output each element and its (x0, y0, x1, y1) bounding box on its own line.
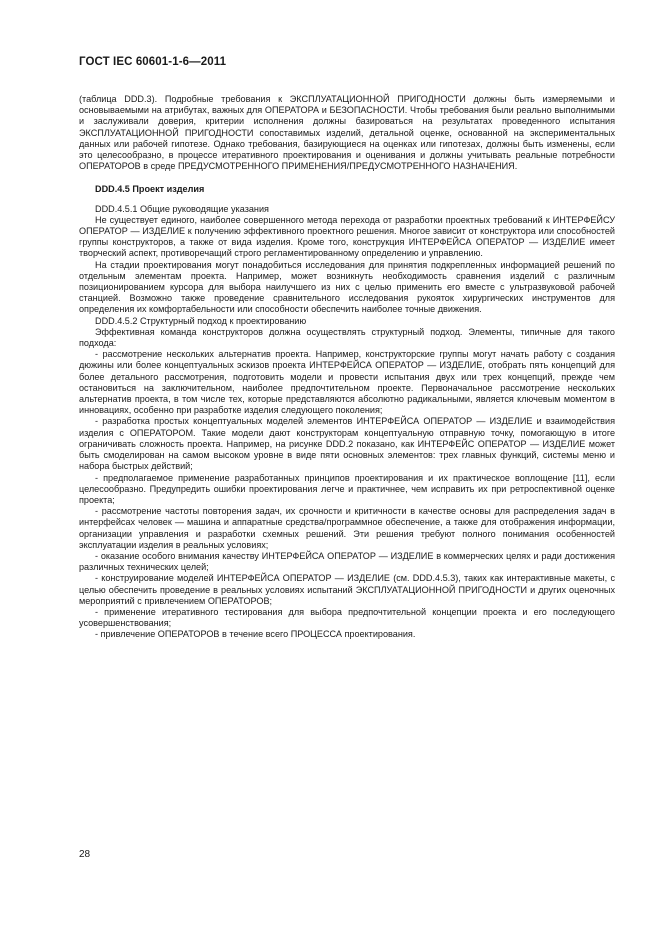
paragraph: Эффективная команда конструкторов должна осуществлять структурный подход. Элементы, типичные для такого подхода: (79, 326, 615, 349)
subsection-title: DDD.4.5.1 Общие руководящие указания (95, 203, 269, 214)
list-item: - привлечение ОПЕРАТОРОВ в течение всего ПРОЦЕССА проектирования. (95, 629, 416, 640)
list-item: - разработка простых концептуальных моделей элементов ИНТЕРФЕЙСА ОПЕРАТОР — ИЗДЕЛИЕ и взаимодействия изделия с ОПЕРАТОРОМ. Такие модели дают конструкторам концептуальную отправную точку, помогающую в итоге ограничивать сложность проекта. Например, на рисунке DDD.2 показано, как ИНТЕРФЕЙС ОПЕРАТОР — ИЗДЕЛИЕ может быть смоделирован на самом высоком уровне в виде пяти основных элементов: трех главных функций, системы меню и набора быстрых действий; (79, 416, 615, 472)
document-body (79, 94, 615, 641)
list-item: - предполагаемое применение разработанных принципов проектирования и их практическое воплощение [11], если целесообразно. Предупредить ошибки проектирования легче и практичнее, чем исправить их при ретроспективной оценке проекта; (79, 472, 615, 505)
subsection-title: DDD.4.5.2 Структурный подход к проектированию (95, 315, 307, 326)
section-heading: DDD.4.5 Проект изделия (95, 184, 205, 195)
list-item: - применение итеративного тестирования для выбора предпочтительной концепции проекта и его последующего усовершенствования; (79, 606, 615, 629)
page-number: 28 (79, 849, 91, 860)
list-item: - рассмотрение частоты повторения задач, их срочности и критичности в качестве основы для распределения задач в интерфейсах человек — машина и аппаратные средства/программное обеспечение, а также для отображения информации, организации управления и разработки схемных решений. Эти решения требуют полного понимания особенностей эксплуатации изделия в реальных условиях; (79, 506, 615, 550)
list-item: - рассмотрение нескольких альтернатив проекта. Например, конструкторские группы могут начать работу с создания дюжины или более концептуальных эскизов проекта ИНТЕРФЕЙСА ОПЕРАТОР — ИЗДЕЛИЕ, отобрать пять концепций для более детального рассмотрения, подготовить модели и провести испытания двух или трех концепций, прежде чем остановиться на заключительном, наиболее предпочтительном проекте. Первоначальное рассмотрение нескольких альтернатив проекта, в том числе тех, которые представляются абсолютно радикальными, является ключевым моментом в инновациях, особенно при разработке изделия следующего поколения; (79, 349, 615, 416)
paragraph-continuation: (таблица DDD.3). Подробные требования к ЭКСПЛУАТАЦИОННОЙ ПРИГОДНОСТИ должны быть измеряемыми и основываемыми на атрибутах, важных для ОПЕРАТОРА и БЕЗОПАСНОСТИ. Чтобы требования были реально выполнимыми и заслуживали доверия, критерии исполнения должны базироваться на результатах проведенного испытания ЭКСПЛУАТАЦИОННОЙ ПРИГОДНОСТИ сопоставимых изделий, детальной оценке, основанной на экспериментальных данных или рабочей гипотезе. Однако требования, базирующиеся на оценках или гипотезах, должны быть изменены, если это целесообразно, в процессе итеративного проектирования и оценивания и должны учитывать реальные потребности ОПЕРАТОРОВ в среде ПРЕДУСМОТРЕННОГО ПРИМЕНЕНИЯ/ПРЕДУСМОТРЕННОГО НАЗНАЧЕНИЯ. (79, 94, 615, 172)
document-header: ГОСТ IEC 60601-1-6—2011 (79, 56, 227, 68)
paragraph: Не существует единого, наиболее совершенного метода перехода от разработки проектных требований к ИНТЕРФЕЙСУ ОПЕРАТОР — ИЗДЕЛИЕ к получению эффективного проектного решения. Многое зависит от конструктора или способностей группы конструкторов, а также от вида изделия. Кроме того, конструкция ИНТЕРФЕЙСА ОПЕРАТОР — ИЗДЕЛИЕ имеет творческий аспект, противоречащий строго регламентированному определению и управлению. (79, 214, 615, 259)
paragraph: На стадии проектирования могут понадобиться исследования для принятия подкрепленных информацией решений по отдельным элементам проекта. Например, может возникнуть необходимость сравнения изделий с различным позиционированием курсора для выбора наилучшего из них с целью применить его вместе с ультразвуковой рабочей станцией. Возможно также проведение сравнительного исследования рукояток хирургических инструментов для определения их комфортабельности или способности обеспечить наиболее точные движения. (79, 259, 615, 315)
list-item: - оказание особого внимания качеству ИНТЕРФЕЙСА ОПЕРАТОР — ИЗДЕЛИЕ в коммерческих целях и ради достижения различных технических целей; (79, 550, 615, 573)
list-item: - конструирование моделей ИНТЕРФЕЙСА ОПЕРАТОР — ИЗДЕЛИЕ (см. DDD.4.5.3), таких как интерактивные макеты, с целью обеспечить проведение в реальных условиях испытаний ЭКСПЛУАТАЦИОННОЙ ПРИГОДНОСТИ и других оценочных мероприятий с привлечением ОПЕРАТОРОВ; (79, 573, 615, 606)
